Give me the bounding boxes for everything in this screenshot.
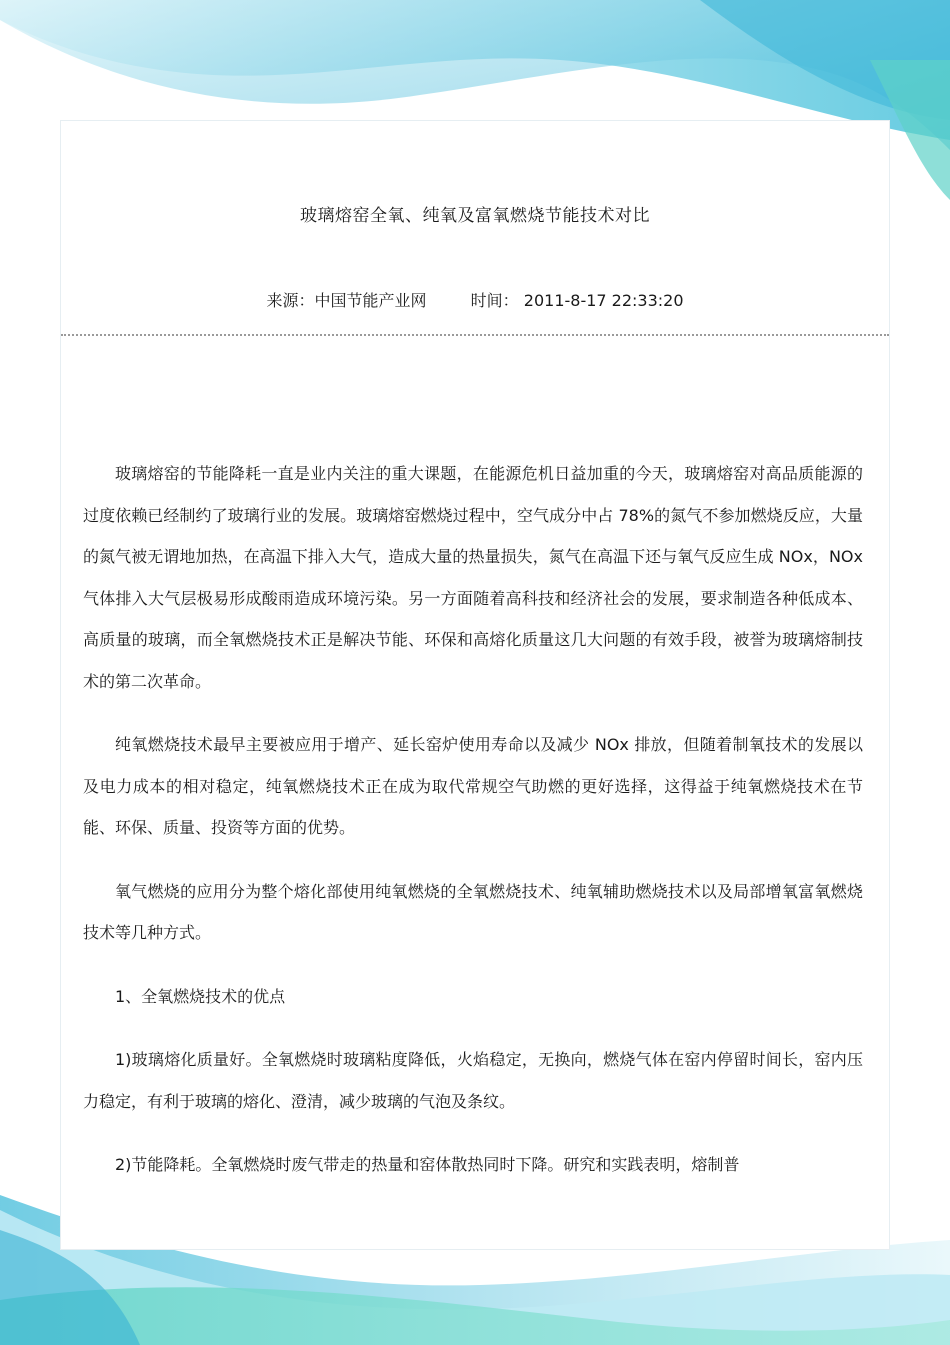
section-heading-advantages: 1、全氧燃烧技术的优点	[115, 986, 286, 1006]
paragraph-pure-oxygen: 纯氧燃烧技术最早主要被应用于增产、延长窑炉使用寿命以及减少 NOx 排放，但随着制氧技术的发展以及电力成本的相对稳定，纯氧燃烧技术正在成为取代常规空气助燃的更好选择，这得益于纯氧燃烧技术在节能、环保、质量、投资等方面的优势。	[83, 735, 863, 837]
article-meta	[61, 288, 889, 311]
article-title: 玻璃熔窑全氧、纯氧及富氧燃烧节能技术对比	[300, 206, 650, 226]
article-body	[83, 453, 863, 1208]
paragraph-advantage-2: 2)节能降耗。全氧燃烧时废气带走的热量和窑体散热同时下降。研究和实践表明，熔制普	[115, 1155, 740, 1174]
dotted-divider	[61, 334, 889, 336]
paragraph-applications: 氧气燃烧的应用分为整个熔化部使用纯氧燃烧的全氧燃烧技术、纯氧辅助燃烧技术以及局部增氧富氧燃烧技术等几种方式。	[83, 881, 863, 942]
paragraph-intro: 玻璃熔窑的节能降耗一直是业内关注的重大课题，在能源危机日益加重的今天，玻璃熔窑对高品质能源的过度依赖已经制约了玻璃行业的发展。玻璃熔窑燃烧过程中，空气成分中占 78%的氮气不参加燃烧反应，大量的氮气被无谓地加热，在高温下排入大气，造成大量的热量损失，氮气在高温下还与氧气反应生成 NOx，NOx 气体排入大气层极易形成酸雨造成环境污染。另一方面随着高科技和经济社会的发展，要求制造各种低成本、高质量的玻璃，而全氧燃烧技术正是解决节能、环保和高熔化质量这几大问题的有效手段，被誉为玻璃熔制技术的第二次革命。	[83, 464, 863, 691]
source-label: 来源：中国节能产业网	[266, 291, 427, 310]
document-page	[60, 120, 890, 1250]
time-value: 2011-8-17 22:33:20	[523, 291, 684, 310]
time-label: 时间：	[470, 291, 519, 310]
paragraph-advantage-1: 1)玻璃熔化质量好。全氧燃烧时玻璃粘度降低，火焰稳定，无换向，燃烧气体在窑内停留时间长，窑内压力稳定，有利于玻璃的熔化、澄清，减少玻璃的气泡及条纹。	[83, 1050, 863, 1111]
